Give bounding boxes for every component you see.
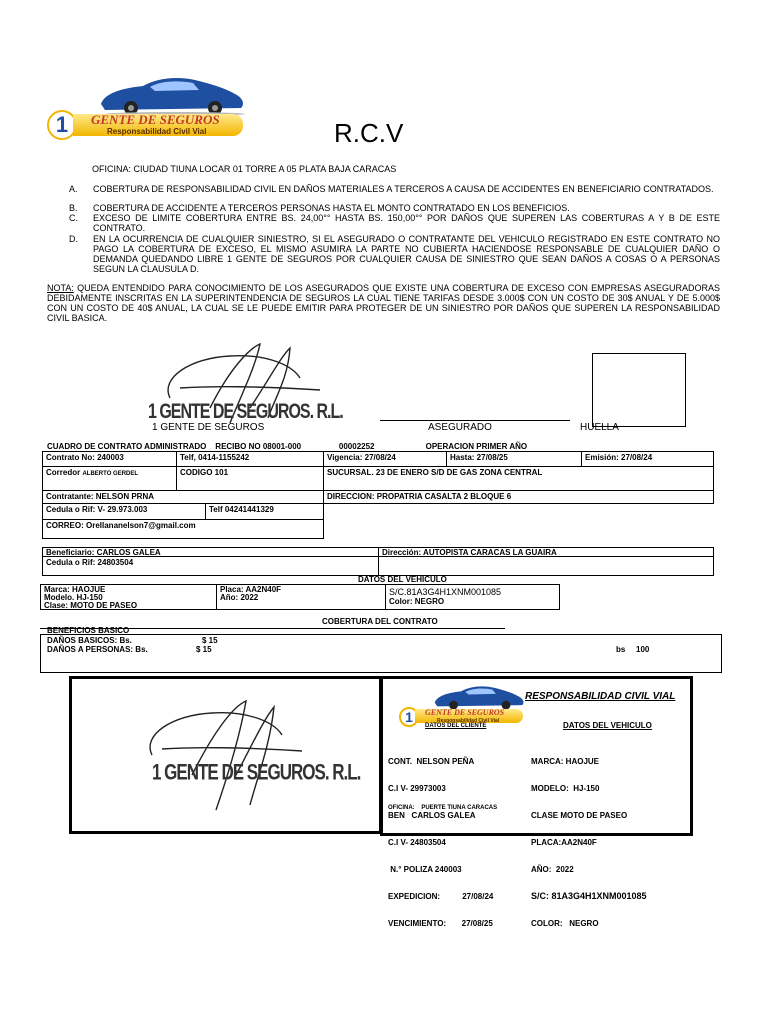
nota-text: QUEDA ENTENDIDO PARA CONOCIMIENTO DE LOS ASEGURADOS QUE EXISTE UNA COBERTURA DE EXCESO CON EMPRESAS ASEGURADORAS DEBIDAMENTE INSCRITAS EN LA SUPERINTENDENCIA DE SEGUROS LA CUAL TIENE TARIFAS DESDE 3.000$ CON UN COSTO DE 30$ ANUAL Y DE 5.000$ CON UN COSTO DE 40$ ANUAL, LA CUAL SE LE PUEDE EMITIR PARA PROTEGER DE UN SINIESTRO POR DAÑOS QUE SUPEREN LA RESPONSABILIDAD CIVIL BASICA. <box>47 283 720 323</box>
vehicle-color: Color: NEGRO <box>389 597 445 606</box>
card-vehicle-list <box>531 739 647 946</box>
card-vehicle-line: COLOR: NEGRO <box>531 919 599 928</box>
card-oficina: OFICINA: PUERTE TIUNA CARACAS <box>388 805 498 811</box>
company-logo <box>47 74 247 142</box>
card-client-line: N.° POLIZA 240003 <box>388 865 462 874</box>
list-text: COBERTURA DE ACCIDENTE A TERCEROS PERSONAS HASTA EL MONTO CONTRATADO EN LOS BENEFICIOS. <box>93 203 570 213</box>
contract-phone: Telf, 0414-1155242 <box>176 451 324 467</box>
company-signature-label: 1 GENTE DE SEGUROS <box>152 422 265 433</box>
vehicle-right-cell <box>385 584 560 610</box>
vehicle-placa: Placa: AA2N40F <box>220 585 282 594</box>
card-logo-tagline: Responsabilidad Civil Vial <box>437 718 500 724</box>
vehicle-marca: Marca: HAOJUE <box>44 585 106 594</box>
card-vehicle-line: MODELO: HJ-150 <box>531 784 600 793</box>
contract-vigencia: Vigencia: 27/08/24 <box>323 451 447 467</box>
card-client-title: DATOS DEL CLIENTE <box>425 723 487 729</box>
corredor-cell <box>42 466 177 491</box>
vehicle-left-cell <box>40 584 217 610</box>
card-logo-number: 1 <box>399 707 419 727</box>
coverage-basicos-label: DAÑOS BASICOS: Bs. <box>47 636 132 645</box>
vehicle-clase: Clase: MOTO DE PASEO <box>44 601 138 610</box>
card-client-line: EXPEDICION: 27/08/24 <box>388 892 494 901</box>
list-text: COBERTURA DE RESPONSABILIDAD CIVIL EN DAÑOS MATERIALES A TERCEROS A CAUSA DE ACCIDENTES EN BENEFICIARIO CONTRATADOS. <box>93 184 714 194</box>
corredor-label: Corredor <box>46 468 81 477</box>
corredor-name: ALBERTO GERDEL <box>82 471 139 477</box>
office-line: OFICINA: CIUDAD TIUNA LOCAR 01 TORRE A 05 PLATA BAJA CARACAS <box>92 164 397 174</box>
list-text: EXCESO DE LIMITE COBERTURA ENTRE BS. 24,00°° HASTA BS. 150,00°° POR DAÑOS QUE SUPEREN LAS COBERTURAS A Y B DE ESTE CONTRATO. <box>93 213 720 233</box>
card-signature-panel <box>69 676 382 834</box>
list-letter: D. <box>69 234 78 244</box>
card-vehicle-line: S/C: 81A3G4H1XNM001085 <box>531 891 647 901</box>
nota-label: NOTA: <box>47 283 74 293</box>
card-client-line: C.I V- 29973003 <box>388 784 446 793</box>
insured-signature-line <box>380 420 570 421</box>
card-vehicle-line: PLACA:AA2N40F <box>531 838 597 847</box>
list-letter: A. <box>69 184 78 194</box>
insured-signature-label: ASEGURADO <box>428 422 492 433</box>
correo-cell: CORREO: Orellananelson7@gmail.com <box>42 519 324 539</box>
coverage-basicos-value: $ 15 <box>202 636 218 645</box>
vehicle-anio: Año: 2022 <box>220 593 259 602</box>
beneficiary-cedula: Cedula o Rif: 24803504 <box>42 556 379 576</box>
telf2-cell: Telf 04241441329 <box>205 503 324 520</box>
card-vehicle-title: DATOS DEL VEHICULO <box>563 721 652 730</box>
direccion-cell: DIRECCION: PROPATRIA CASALTA 2 BLOQUE 6 <box>323 490 714 504</box>
car-icon <box>95 74 247 116</box>
card-logo <box>399 683 524 727</box>
coverage-personas-label: DAÑOS A PERSONAS: Bs. <box>47 645 148 654</box>
card-title: RESPONSABILIDAD CIVIL VIAL <box>525 691 676 702</box>
beneficiary-name: Beneficiario: CARLOS GALEA <box>42 547 379 557</box>
coverage-title: COBERTURA DEL CONTRATO <box>322 617 438 626</box>
list-item <box>69 213 720 233</box>
coverage-personas-value: $ 15 <box>196 645 212 654</box>
list-item <box>69 234 720 274</box>
page-title: R.C.V <box>334 118 404 148</box>
card-client-line: VENCIMIENTO: 27/08/25 <box>388 919 493 928</box>
coverage-bs-label: bs <box>616 645 626 654</box>
card-vehicle-line: AÑO: 2022 <box>531 865 574 874</box>
card-client-list <box>388 739 493 946</box>
card-vehicle-line: MARCA: HAOJUE <box>531 757 599 766</box>
fingerprint-label: HUELLA <box>580 422 619 433</box>
contract-hasta: Hasta: 27/08/25 <box>446 451 582 467</box>
nota-paragraph <box>47 283 720 323</box>
beneficiary-extra <box>378 556 714 576</box>
contratante-cell: Contratante: NELSON PRNA <box>42 490 324 504</box>
list-letter: B. <box>69 203 78 213</box>
logo-number: 1 <box>47 110 77 140</box>
card-car-icon <box>431 683 526 711</box>
card-client-line: BEN CARLOS GALEA <box>388 811 476 820</box>
list-letter: C. <box>69 213 78 223</box>
vehicle-section-title: DATOS DEL VEHICULO <box>358 575 447 584</box>
contract-number: Contrato No: 240003 <box>42 451 177 467</box>
card-info-panel <box>380 676 693 928</box>
list-item <box>69 184 720 204</box>
card-logo-brand: GENTE DE SEGUROS <box>425 708 505 717</box>
card-vehicle-line: CLASE MOTO DE PASEO <box>531 811 628 820</box>
contract-emision: Emisión: 27/08/24 <box>581 451 714 467</box>
card-signature-scribble <box>132 695 332 815</box>
logo-brand: GENTE DE SEGUROS <box>91 112 220 127</box>
logo-tagline: Responsabilidad Civil Vial <box>107 127 207 136</box>
card-stamp: 1 GENTE DE SEGUROS. R.L. <box>152 760 361 785</box>
sucursal-cell: SUCURSAL. 23 DE ENERO S/D DE GAS ZONA CENTRAL <box>323 466 714 491</box>
company-stamp: 1 GENTE DE SEGUROS. R.L. <box>148 401 343 424</box>
list-item <box>69 203 720 213</box>
card-client-line: C.I V- 24803504 <box>388 838 446 847</box>
vehicle-serial: S/C.81A3G4H1XNM001085 <box>389 587 502 597</box>
coverage-bs-value: 100 <box>636 645 650 654</box>
contract-header: CUADRO DE CONTRATO ADMINISTRADO RECIBO NO 08001-000 00002252 OPERACION PRIMER AÑO <box>47 442 528 451</box>
card-client-line: CONT. NELSON PEÑA <box>388 757 475 766</box>
codigo-cell: CODIGO 101 <box>176 466 324 491</box>
coverage-benefits: BENEFICIOS BASICO <box>47 626 130 635</box>
vehicle-modelo: Modelo. HJ-150 <box>44 593 103 602</box>
list-text: EN LA OCURRENCIA DE CUALQUIER SINIESTRO, SI EL ASEGURADO O CONTRATANTE DEL VEHICULO REGISTRADO EN ESTE CONTRATO NO PAGO LA COBERTURA DE EXCESO, EL MISMO ASUMIRA LA PARTE NO CUBIERTA HACIENDOSE RESPONSABLE DE CUALQUIER DAÑO O DEMANDA QUEDANDO LIBRE 1 GENTE DE SEGUROS POR CUALQUIER CAUSA DE SINIESTRO QUE SEAN DAÑOS A COSAS O A PERSONAS SEGUN LA CLAUSULA D. <box>93 234 720 274</box>
fingerprint-box <box>592 353 686 427</box>
vehicle-mid-cell <box>216 584 386 610</box>
beneficiary-direccion: Dirección: AUTOPISTA CARACAS LA GUAIRA <box>378 547 714 557</box>
cedula-cell: Cedula o Rif: V- 29.973.003 <box>42 503 206 520</box>
